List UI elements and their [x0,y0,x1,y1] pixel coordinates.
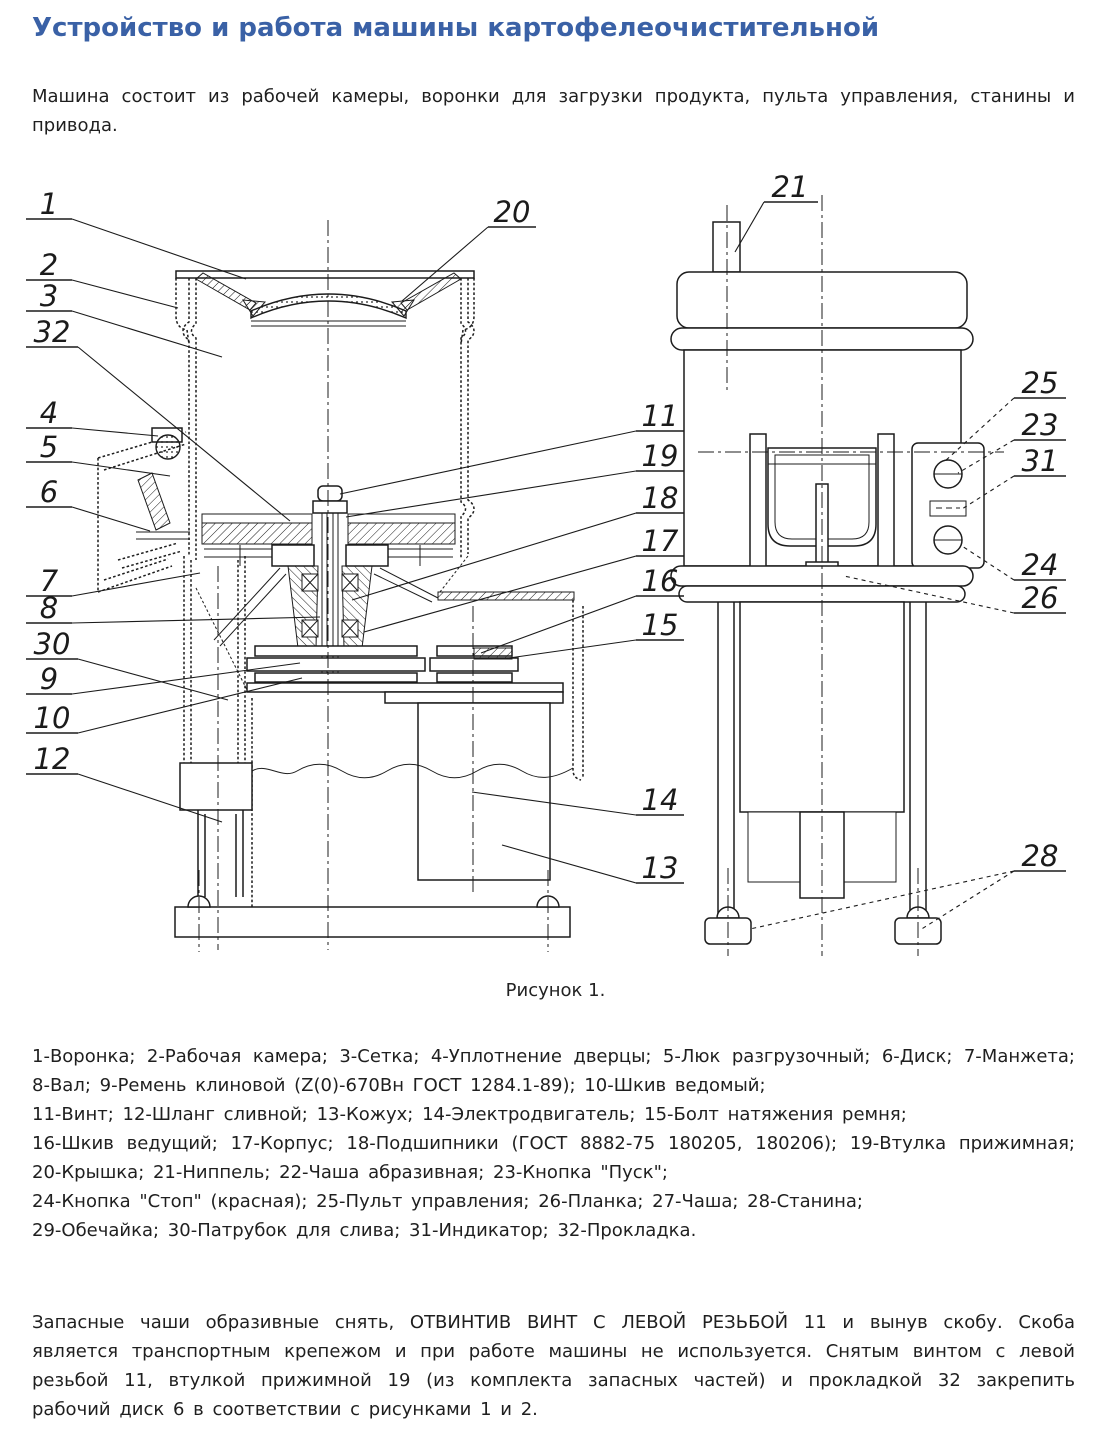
callout-number-1: 1 [39,187,59,221]
callout-number-8: 8 [39,591,59,625]
callout-number-20: 20 [493,195,531,229]
page-title: Устройство и работа машины картофелеочистительной [32,13,880,43]
parts-list-entry: 16-Шкив ведущий; 17-Корпус; 18-Подшипники (ГОСТ 8882-75 180205, 180206); 19-Втулка прижимная; 20-Крышка; 21-Ниппель; 22-Чаша абразивная; 23-Кнопка "Пуск"; [32,1133,1075,1183]
leader-line-5 [72,462,170,476]
callout-number-31: 31 [1021,444,1059,478]
leader-line-1 [72,219,246,279]
leader-line-2 [72,280,178,308]
leader-line-8 [72,617,320,623]
leader-line-16 [481,596,636,653]
callout-number-16: 16 [641,564,679,598]
callout-number-30: 30 [33,627,71,661]
callout-number-6: 6 [39,475,59,509]
figure-caption: Рисунок 1. [505,980,606,1001]
leader-line-20 [402,227,488,301]
callout-number-18: 18 [641,481,679,515]
callout-number-12: 12 [33,742,71,776]
leader-line-32 [78,347,290,521]
leader-line-7 [72,573,200,596]
intro-paragraph: Машина состоит из рабочей камеры, воронки для загрузки продукта, пульта управления, станины и привода. [32,86,1075,136]
callout-number-19: 19 [641,439,679,473]
callout-number-2: 2 [39,248,59,282]
callout-number-9: 9 [39,662,59,696]
parts-list-entry: 29-Обечайка; 30-Патрубок для слива; 31-Индикатор; 32-Прокладка. [32,1220,697,1241]
callout-number-14: 14 [641,783,679,817]
closing-paragraph: Запасные чаши образивные снять, ОТВИНТИВ ВИНТ С ЛЕВОЙ РЕЗЬБОЙ 11 и вынув скобу. Скоба является транспортным крепежом и при работе машины не используется. Снятым винтом с левой резьбой 11, втулкой прижимной 19 (из комплекта запасных частей) и прокладкой 32 закрепить рабочий диск 6 в соответствии с рисунками 1 и 2. [32,1312,1075,1420]
callout-number-26: 26 [1021,581,1059,615]
callout-number-4: 4 [39,396,59,430]
leader-line-17 [364,556,636,632]
callout-number-25: 25 [1021,366,1059,400]
callout-number-23: 23 [1021,408,1059,442]
callout-number-32: 32 [33,315,71,349]
leader-line-30 [78,659,228,700]
right-view-side-view [671,195,1004,956]
parts-list-entry: 24-Кнопка "Стоп" (красная); 25-Пульт управления; 26-Планка; 27-Чаша; 28-Станина; [32,1191,863,1212]
parts-list-entry: 1-Воронка; 2-Рабочая камера; 3-Сетка; 4-Уплотнение дверцы; 5-Люк разгрузочный; 6-Диск; 7-Манжета; 8-Вал; 9-Ремень клиновой (Z(0)-670Вн ГОСТ 1284.1-89); 10-Шкив ведомый; [32,1046,1075,1096]
leader-line-4 [72,428,158,436]
parts-list [32,1042,1075,1245]
figure-1 [0,165,1111,965]
callout-number-17: 17 [641,524,679,558]
callout-number-15: 15 [641,608,679,642]
callout-number-13: 13 [641,851,679,885]
callout-number-11: 11 [641,399,679,433]
leader-line-11 [340,431,636,494]
parts-list-entry: 11-Винт; 12-Шланг сливной; 13-Кожух; 14-Электродвигатель; 15-Болт натяжения ремня; [32,1104,907,1125]
callout-number-28: 28 [1021,839,1059,873]
callout-number-10: 10 [33,701,71,735]
leader-line-10 [78,678,302,733]
machine-diagram [0,165,1111,965]
leader-line-19 [346,471,636,517]
callout-number-3: 3 [39,279,59,313]
callout-number-7: 7 [39,564,59,598]
leader-line-3 [72,311,222,357]
callout-number-21: 21 [771,170,809,204]
callout-number-5: 5 [39,430,59,464]
left-view-cross-section [98,220,583,952]
callout-number-24: 24 [1021,548,1059,582]
leader-line-6 [72,507,150,531]
